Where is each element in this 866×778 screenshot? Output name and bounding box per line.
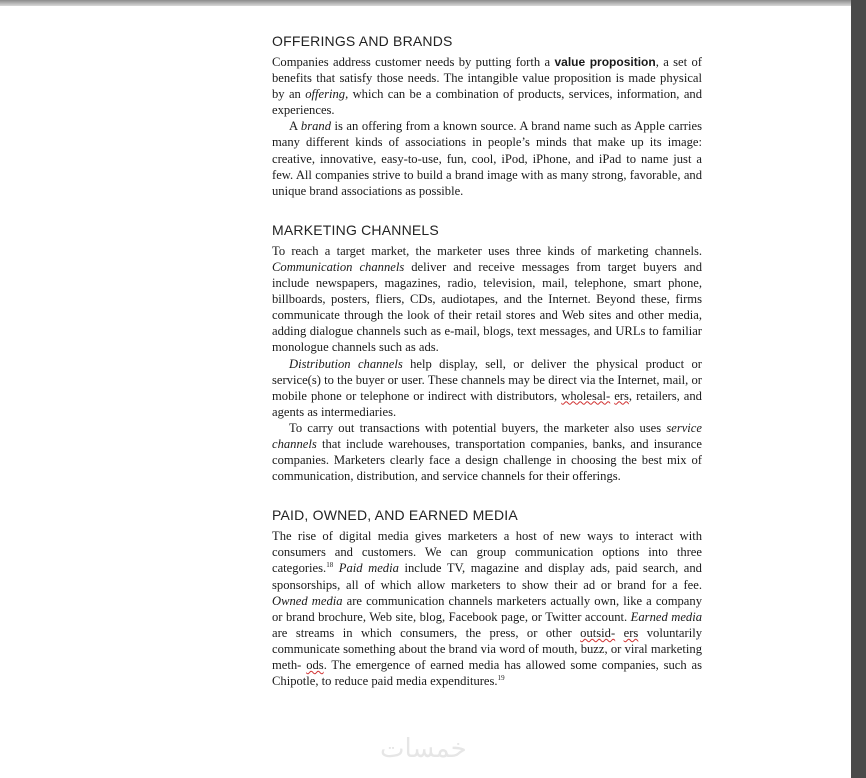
text-run: are streams in which consumers, the press, or other [272, 625, 581, 640]
vertical-scrollbar[interactable] [851, 0, 866, 778]
spellcheck-flagged-word: ods [306, 658, 324, 672]
text-run: , retailers, and agents as intermediaries. [272, 388, 702, 419]
spellcheck-flagged-word: outsid- [580, 625, 616, 640]
section [272, 506, 702, 689]
section-heading: PAID, OWNED, AND EARNED MEDIA [272, 507, 518, 524]
italic-term: Earned media [630, 609, 702, 624]
paragraph [272, 528, 702, 689]
text-run: To carry out transactions with potential buyers, the marketer also uses [289, 420, 667, 435]
text-run: include TV, magazine and display ads, paid search, and sponsorships, all of which allow marketers to show their ad or brand for a fee. [272, 561, 702, 592]
italic-term: Owned media [272, 593, 343, 608]
text-run: Companies address customer needs by putting forth a [272, 55, 555, 69]
spellcheck-flagged-word: ers [614, 388, 629, 403]
footnote-ref: 19 [497, 674, 505, 683]
text-run: A [289, 119, 301, 134]
spellcheck-flagged-word: ers [623, 625, 639, 640]
italic-term: offering, [305, 87, 349, 102]
document-page [272, 32, 702, 715]
spellcheck-flagged-word: wholesal- [561, 388, 611, 403]
text-run: which can be a combination of products, services, information, and experiences. [272, 87, 702, 118]
text-run: . The emergence of earned media has allowed some companies, such as Chipotle, to reduce paid media expenditures. [272, 658, 702, 689]
text-run: deliver and receive messages from target buyers and include newspapers, magazines, radio, television, mail, telephone, smart phone, billboards, posters, fliers, CDs, audiotapes, and the Internet. Beyond these, firms communicate through the look of their retail stores and Web sites and other media, adding dialogue channels such as e-mail, blogs, text messages, and URLs to familiar monologue channels such as ads. [272, 259, 702, 355]
italic-term: brand [300, 119, 332, 134]
window-top-bar [0, 0, 866, 6]
section-heading: OFFERINGS AND BRANDS [272, 33, 453, 49]
italic-term: Distribution channels [289, 356, 403, 371]
section [272, 221, 702, 484]
text-run: , a set of benefits that satisfy those needs. The intangible value proposition is made physical by an [272, 55, 702, 102]
text-run [615, 626, 623, 640]
italic-term: service channels [272, 420, 702, 451]
paragraph [272, 54, 702, 118]
watermark-logo: خمسات [380, 734, 467, 764]
text-run: help display, sell, or deliver the physical product or service(s) to the buyer or user. These channels may be direct via the Internet, mail, or mobile phone or telephone or indirect with distributors, [272, 356, 702, 403]
text-run: are communication channels marketers actually own, like a company or brand brochure, Web site, blog, Facebook page, or Twitter account. [272, 593, 702, 624]
text-run: that include warehouses, transportation companies, banks, and insurance companies. Marketers clearly face a design challenge in choosing the best mix of communication, distribution, and service channels for their offerings. [272, 436, 702, 484]
text-run: voluntarily communicate something about the brand via word of mouth, buzz, or viral marketing meth- [272, 625, 703, 672]
paragraph [272, 420, 702, 484]
text-run: is an offering from a known source. A brand name such as Apple carries many different kinds of associations in people’s minds that make up its image: creative, innovative, easy-to-use, fun, cool, iPod, iPhone, and iPad to name just a few. All companies strive to build a brand image with as many strong, favorable, and unique brand associations as possible. [272, 119, 702, 198]
text-run: To reach a target market, the marketer uses three kinds of marketing channels. [272, 243, 702, 258]
italic-term: Paid media [338, 561, 399, 576]
paragraph [272, 243, 702, 356]
bold-term: value proposition [554, 55, 656, 69]
section-heading: MARKETING CHANNELS [272, 221, 439, 238]
section [272, 32, 702, 199]
text-run: The rise of digital media gives marketers a host of new ways to interact with consumers and customers. We can group communication options into three categories. [272, 529, 702, 576]
paragraph [272, 356, 702, 420]
italic-term: Communication channels [272, 259, 405, 274]
footnote-ref: 18 [326, 561, 334, 570]
paragraph [272, 118, 702, 198]
